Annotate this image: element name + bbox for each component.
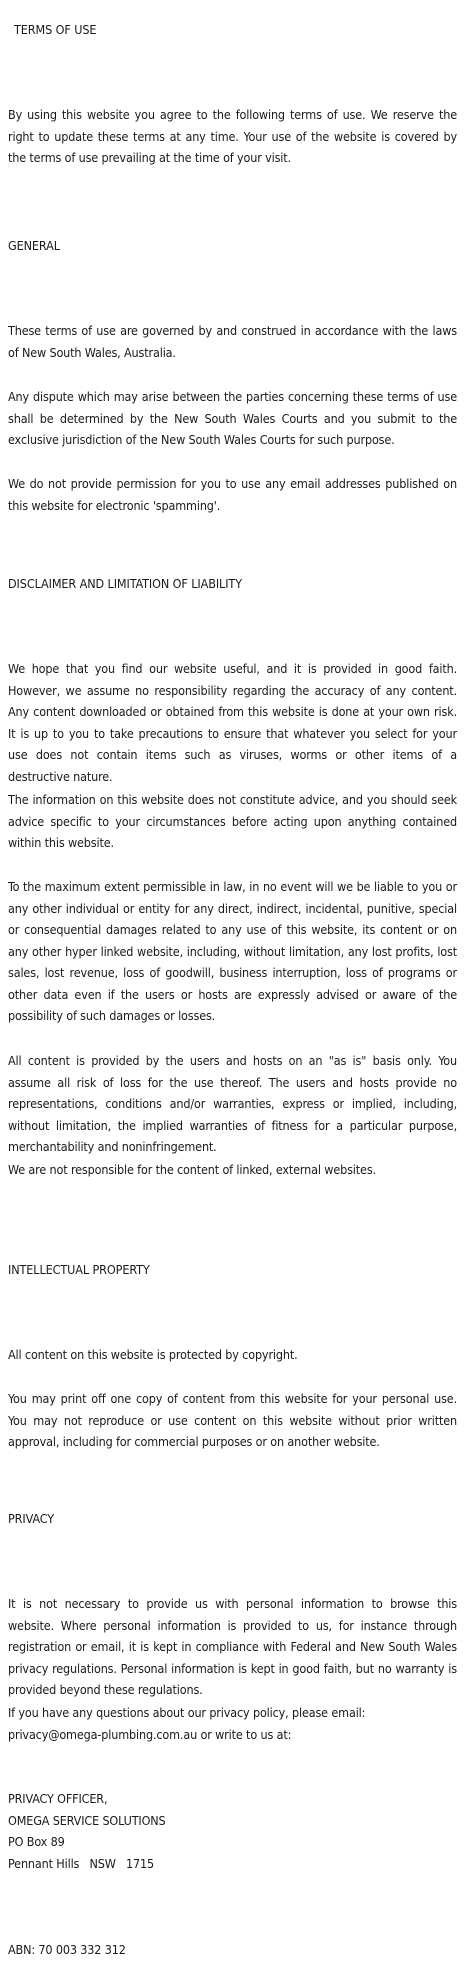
address-line-4: Pennant Hills NSW 1715 bbox=[8, 1855, 155, 1871]
address-line-1: PRIVACY OFFICER, bbox=[8, 1791, 108, 1806]
general-paragraph-1: These terms of use are governed by and construed in accordance with the laws of New South Wales, Australia. bbox=[8, 323, 457, 360]
abn-number: ABN: 70 003 332 312 bbox=[8, 1942, 126, 1957]
page-title: TERMS OF USE bbox=[14, 22, 97, 37]
privacy-email-link[interactable]: privacy@omega-plumbing.com.au bbox=[8, 1726, 198, 1742]
address-line-3: PO Box 89 bbox=[8, 1834, 65, 1849]
privacy-contact-suffix: or write to us at: bbox=[197, 1726, 292, 1742]
disclaimer-heading: DISCLAIMER AND LIMITATION OF LIABILITY bbox=[8, 576, 242, 591]
privacy-heading: PRIVACY bbox=[8, 1511, 55, 1526]
general-heading: GENERAL bbox=[8, 238, 60, 253]
intro-paragraph: By using this website you agree to the following terms of use. We reserve the right to update these terms at any time. Your use of the website is covered by the terms of use prevailing at the time of your visit. bbox=[8, 107, 457, 165]
address-line-2: OMEGA SERVICE SOLUTIONS bbox=[8, 1812, 166, 1828]
disclaimer-paragraph-2: The information on this website does not constitute advice, and you should seek advice specific to your circumstances before acting upon anything contained within this website. bbox=[8, 792, 457, 850]
postal-address bbox=[8, 1788, 457, 1874]
privacy-paragraph-1: It is not necessary to provide us with personal information to browse this website. Where personal information is provided to us, for instance through registration or email, it is kept in compliance with Federal and New South Wales privacy regulations. Personal information is kept in good faith, but no warranty is provided beyond these regulations. bbox=[8, 1596, 457, 1697]
ip-paragraph-1: All content on this website is protected by copyright. bbox=[8, 1347, 298, 1362]
general-paragraph-3: We do not provide permission for you to use any email addresses published on this website for electronic 'spamming'. bbox=[8, 476, 457, 513]
disclaimer-paragraph-5: We are not responsible for the content of linked, external websites. bbox=[8, 1162, 376, 1177]
disclaimer-paragraph-4: All content is provided by the users and hosts on an "as is" basis only. You assume all risk of loss for the use thereof. The users and hosts provide no representations, conditions and/or warranties, express or implied, including, without limitation, the implied warranties of fitness for a particular purpose, merchantability and noninfringement. bbox=[8, 1053, 457, 1154]
disclaimer-paragraph-3: To the maximum extent permissible in law, in no event will we be liable to you or any other individual or entity for any direct, indirect, incidental, punitive, special or consequential damages related to any use of this website, its content or on any other hyper linked website, including, without limitation, any lost profits, lost sales, lost revenue, loss of goodwill, business interruption, loss of programs or other data even if the users or hosts are expressly advised or aware of the possibility of such damages or losses. bbox=[8, 879, 457, 1023]
ip-paragraph-2: You may print off one copy of content from this website for your personal use. You may not reproduce or use content on this website without prior written approval, including for commercial purposes or on another website. bbox=[8, 1391, 457, 1449]
privacy-contact-paragraph bbox=[8, 1702, 457, 1745]
privacy-contact-text: If you have any questions about our privacy policy, please email: bbox=[8, 1705, 366, 1720]
ip-heading: INTELLECTUAL PROPERTY bbox=[8, 1262, 150, 1277]
general-paragraph-2: Any dispute which may arise between the parties concerning these terms of use shall be determined by the New South Wales Courts and you submit to the exclusive jurisdiction of the New South Wales Courts for such purpose. bbox=[8, 389, 457, 447]
disclaimer-paragraph-1: We hope that you find our website useful, and it is provided in good faith. However, we assume no responsibility regarding the accuracy of any content. Any content downloaded or obtained from this website is done at your own risk. It is up to you to take precautions to ensure that whatever you select for your use does not contain items such as viruses, worms or other items of a destructive nature. bbox=[8, 661, 457, 784]
